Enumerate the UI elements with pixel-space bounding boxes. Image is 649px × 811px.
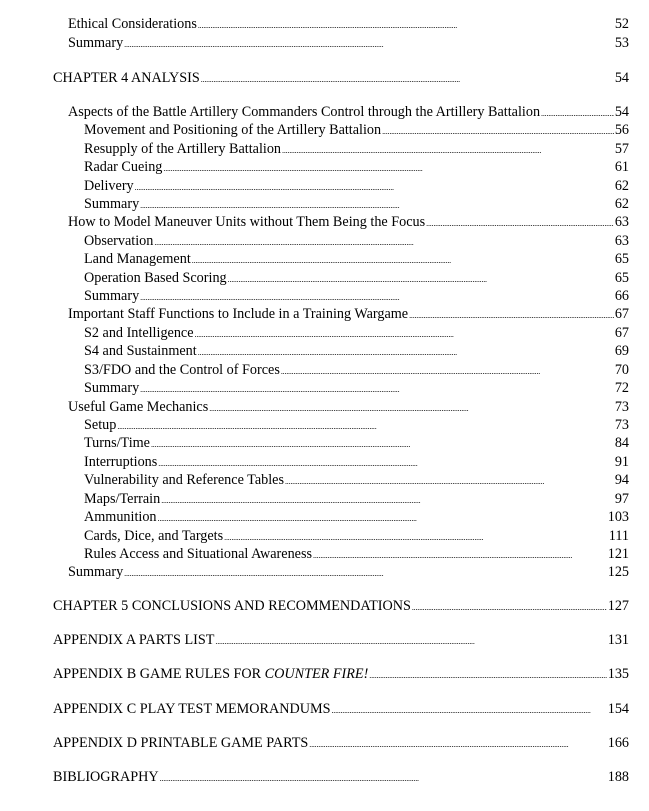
toc-entry-page: 72 [614, 380, 629, 396]
dot-leader [154, 232, 613, 252]
toc-chapter-entry [53, 768, 629, 786]
toc-entry-label: Vulnerability and Reference Tables [84, 472, 284, 488]
toc-entry-page: 121 [607, 546, 629, 562]
toc-entry-page: 94 [614, 472, 629, 488]
toc-entry-page: 63 [614, 233, 629, 249]
toc-entry-label-prefix: APPENDIX B GAME RULES FOR [53, 666, 265, 682]
dot-leader [192, 250, 614, 270]
toc-entry [84, 287, 629, 305]
toc-entry-page: 67 [614, 325, 629, 341]
toc-entry [68, 213, 629, 231]
toc-entry [84, 158, 629, 176]
dot-leader [163, 158, 613, 178]
toc-entry-label: Ammunition [84, 509, 157, 525]
toc-entry-label: Maps/Terrain [84, 491, 161, 507]
toc-entry [68, 563, 629, 581]
toc-entry [84, 545, 629, 563]
toc-entry [84, 121, 629, 139]
toc-chapter-entry [53, 665, 629, 683]
toc-entry [84, 342, 629, 360]
toc-entry [84, 379, 629, 397]
toc-entry-page: 127 [607, 598, 629, 614]
toc-entry-label: Rules Access and Situational Awareness [84, 546, 313, 562]
dot-leader [281, 361, 614, 381]
toc-entry-page: 53 [614, 35, 629, 51]
toc-chapter-entry [53, 734, 629, 752]
toc-entry-page: 111 [608, 528, 629, 544]
toc-entry [84, 361, 629, 379]
toc-entry [68, 103, 629, 121]
toc-entry-page: 84 [614, 435, 629, 451]
toc-entry-label: CHAPTER 5 CONCLUSIONS AND RECOMMENDATIONS [53, 598, 411, 614]
toc-entry [84, 471, 629, 489]
dot-leader [160, 768, 607, 788]
toc-entry-label: Summary [68, 564, 124, 580]
toc-entry-page: 131 [607, 632, 629, 648]
toc-entry-page: 66 [614, 288, 629, 304]
dot-leader [117, 416, 613, 436]
toc-entry-page: 97 [614, 491, 629, 507]
toc-entry-page: 135 [607, 666, 629, 682]
toc-entry-page: 56 [614, 122, 629, 138]
toc-entry [84, 453, 629, 471]
toc-entry-label: Cards, Dice, and Targets [84, 528, 224, 544]
toc-entry-page: 52 [614, 16, 629, 32]
toc-entry [84, 250, 629, 268]
toc-entry-page: 62 [614, 196, 629, 212]
dot-leader [382, 121, 614, 141]
toc-entry-label: Radar Cueing [84, 159, 163, 175]
toc-entry [84, 490, 629, 508]
toc-entry-label: APPENDIX A PARTS LIST [53, 632, 215, 648]
toc-chapter-entry [53, 69, 629, 87]
dot-leader [412, 597, 607, 617]
dot-leader [195, 324, 614, 344]
toc-entry-label: APPENDIX C PLAY TEST MEMORANDUMS [53, 701, 331, 717]
toc-entry [84, 269, 629, 287]
toc-chapter-entry [53, 597, 629, 615]
toc-entry-label: Land Management [84, 251, 191, 267]
dot-leader [285, 471, 614, 491]
toc-entry-page: 73 [614, 399, 629, 415]
toc-entry-label: Summary [84, 288, 140, 304]
dot-leader [198, 15, 614, 35]
toc-entry-page: 166 [607, 735, 629, 751]
dot-leader [332, 700, 607, 720]
toc-chapter-entry [53, 700, 629, 718]
toc-entry [84, 434, 629, 452]
toc-entry-page: 67 [614, 306, 629, 322]
toc-entry-page: 125 [607, 564, 629, 580]
dot-leader [369, 665, 606, 685]
toc-entry-page: 70 [614, 362, 629, 378]
dot-leader [135, 177, 614, 197]
toc-entry-label: S3/FDO and the Control of Forces [84, 362, 280, 378]
toc-entry [84, 416, 629, 434]
toc-entry-label: BIBLIOGRAPHY [53, 769, 159, 785]
toc-entry [84, 527, 629, 545]
toc-chapter-entry [53, 631, 629, 649]
toc-entry-label: Observation [84, 233, 154, 249]
toc-entry-page: 65 [614, 251, 629, 267]
toc-entry-page: 62 [614, 178, 629, 194]
toc-entry [84, 177, 629, 195]
dot-leader [140, 287, 614, 307]
toc-entry [84, 140, 629, 158]
toc-entry-label: CHAPTER 4 ANALYSIS [53, 70, 200, 86]
dot-leader [158, 508, 607, 528]
toc-entry-label: Useful Game Mechanics [68, 399, 209, 415]
toc-entry-page: 103 [607, 509, 629, 525]
toc-entry-label: Movement and Positioning of the Artillery Battalion [84, 122, 382, 138]
toc-entry-label: Important Staff Functions to Include in a Training Wargame [68, 306, 409, 322]
toc-entry-label: How to Model Maneuver Units without Them Being the Focus [68, 214, 426, 230]
toc-entry-page: 65 [614, 270, 629, 286]
toc-entry-page: 54 [614, 70, 629, 86]
dot-leader [151, 434, 614, 454]
toc-entry [84, 195, 629, 213]
dot-leader [541, 103, 614, 123]
dot-leader [198, 342, 614, 362]
toc-entry [68, 305, 629, 323]
toc-entry-label: Setup [84, 417, 117, 433]
toc-entry-label-italic: COUNTER FIRE! [264, 666, 369, 682]
dot-leader [224, 527, 608, 547]
dot-leader [140, 379, 614, 399]
toc-entry-label: Summary [68, 35, 124, 51]
toc-entry-page: 54 [614, 104, 629, 120]
dot-leader [140, 195, 614, 215]
dot-leader [158, 453, 614, 473]
dot-leader [201, 69, 614, 89]
toc-entry [68, 398, 629, 416]
dot-leader [124, 34, 614, 54]
toc-entry-label: Delivery [84, 178, 134, 194]
dot-leader [313, 545, 607, 565]
toc-entry-page: 73 [614, 417, 629, 433]
toc-entry [84, 324, 629, 342]
toc-entry-label: APPENDIX D PRINTABLE GAME PARTS [53, 735, 309, 751]
toc-entry [84, 232, 629, 250]
dot-leader [124, 563, 607, 583]
toc-entry-label: Operation Based Scoring [84, 270, 227, 286]
toc-entry-label: Resupply of the Artillery Battalion [84, 141, 282, 157]
dot-leader [426, 213, 614, 233]
toc-entry [68, 34, 629, 52]
toc-entry-label: Summary [84, 196, 140, 212]
toc-entry-label: Turns/Time [84, 435, 150, 451]
toc-entry-page: 69 [614, 343, 629, 359]
toc-entry-label [53, 665, 368, 683]
dot-leader [215, 631, 606, 651]
toc-entry-label: Aspects of the Battle Artillery Commanders Control through the Artillery Battalion [68, 104, 541, 120]
dot-leader [209, 398, 614, 418]
toc-entry-label: Ethical Considerations [68, 16, 197, 32]
toc-entry-label: S2 and Intelligence [84, 325, 194, 341]
toc-entry-page: 61 [614, 159, 629, 175]
dot-leader [228, 269, 614, 289]
toc-entry-label: Interruptions [84, 454, 158, 470]
toc-entry-page: 57 [614, 141, 629, 157]
dot-leader [282, 140, 614, 160]
dot-leader [161, 490, 614, 510]
toc-entry-label: Summary [84, 380, 140, 396]
toc-entry-page: 63 [614, 214, 629, 230]
toc-entry-page: 154 [607, 701, 629, 717]
toc-entry [68, 15, 629, 33]
dot-leader [409, 305, 614, 325]
dot-leader [309, 734, 606, 754]
toc-entry-page: 91 [614, 454, 629, 470]
toc-entry [84, 508, 629, 526]
toc-entry-page: 188 [607, 769, 629, 785]
toc-entry-label: S4 and Sustainment [84, 343, 197, 359]
